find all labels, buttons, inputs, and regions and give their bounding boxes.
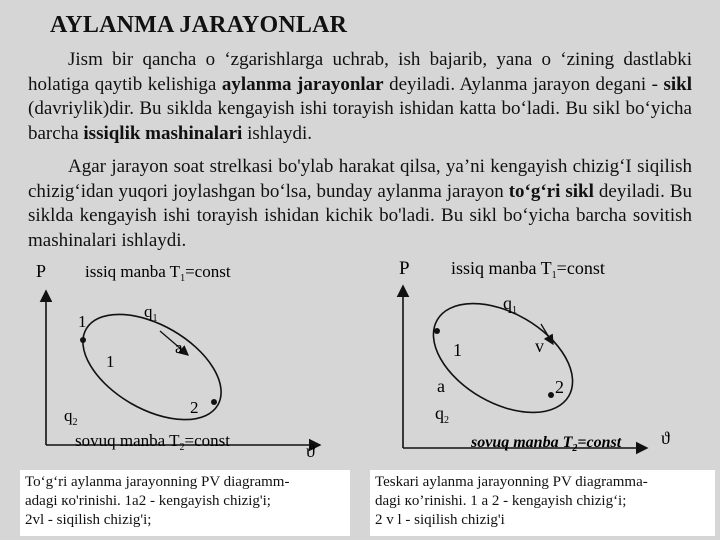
caption-line: dagi кo’rinishi. 1 a 2 - kengayish chizig‘i; [375,493,627,509]
point-2-label: 2 [190,398,199,417]
pv-diagram-direct [20,255,350,465]
pv-diagram-reverse [375,252,715,467]
q1-label: $q_1$ [144,302,158,324]
point-a-label: a [175,338,183,357]
caption-reverse-cycle [370,470,715,536]
cycle-center-label: 1 [106,352,115,371]
paragraph-definition [28,48,692,146]
hot-source-label: issiq manba $T_1=const$ [85,262,231,284]
caption-line: 2 v l - siqilish chizig'i [375,512,505,528]
caption-line: Teskari aylanma jarayonning PV diagramma- [375,474,648,490]
point-a-label: a [437,376,445,396]
caption-direct-cycle [20,470,350,536]
hot-source-label: issiq manba $T_1=const$ [451,258,605,281]
para2-bold-togri: to‘g‘ri sikl [508,180,594,202]
point-2-dot [548,392,554,398]
caption-line: To‘g‘ri aylanma jarayonning PV diagramm- [25,474,290,490]
q2-label: $q_2$ [64,406,78,428]
axis-v-label: ϑ [306,441,315,461]
point-1-dot [434,328,440,334]
para1-bold-issiqlik: issiqlik mashinalari [83,122,243,144]
caption-line: 2vl - siqilish chizig'i; [25,512,152,528]
cold-source-label: sovuq manba $T_2=const$ [471,434,622,454]
paragraph-direct-cycle [28,155,692,253]
arrow-direction [160,331,188,355]
point-2-dot [211,399,217,405]
para1-bold-sikl: sikl [663,73,692,95]
point-1-label: 1 [453,340,462,360]
point-2-label: 2 [555,377,564,397]
point-v-label: v [535,336,544,356]
para1-text-1: Jism bir qancha o ‘zgarishlarga uchrab, ish bajarib, yana o ‘zining dastlabki holatiga qaytib kelishiga [28,49,692,95]
para1-text-4: ishlaydi. [242,122,312,144]
cold-source-label: sovuq manba $T_2=const$ [75,431,230,453]
point-1-dot [80,337,86,343]
para1-text-2: deyiladi. Aylanma jarayon degani - [383,73,664,95]
axis-p-label: P [36,261,47,281]
para2-text-1: Agar jarayon soat strelkasi bo'ylab harakat qilsa, ya’ni kengayish chizig‘I siqilish chizig‘idan yuqori joylashgan bo‘lsa, bunday aylanma jarayon [28,156,692,202]
axis-p-label: P [399,258,410,279]
point-1-label: 1 [78,312,87,331]
q2-label: $q_2$ [435,403,449,426]
para1-bold-aylanma: aylanma jarayonlar [221,73,384,95]
caption-line: adagi кo'rinishi. 1a2 - kengayish chizig'i; [25,493,271,509]
para1-text-3: (davriylik)dir. Bu siklda kengayish ishi torayish ishidan katta bo‘ladi. Bu sikl bo‘yicha barcha [28,98,692,144]
para2-text-2: deyiladi. Bu siklda kengayish ishi torayish ishidan kichik bo'ladi. Bu sikl bo‘yicha barcha sovitish mashinalari ishlaydi. [28,180,692,251]
q1-label: $q_1$ [503,293,517,316]
page-title: AYLANMA JARAYONLAR [50,12,348,38]
axis-v-label: ϑ [661,428,670,448]
